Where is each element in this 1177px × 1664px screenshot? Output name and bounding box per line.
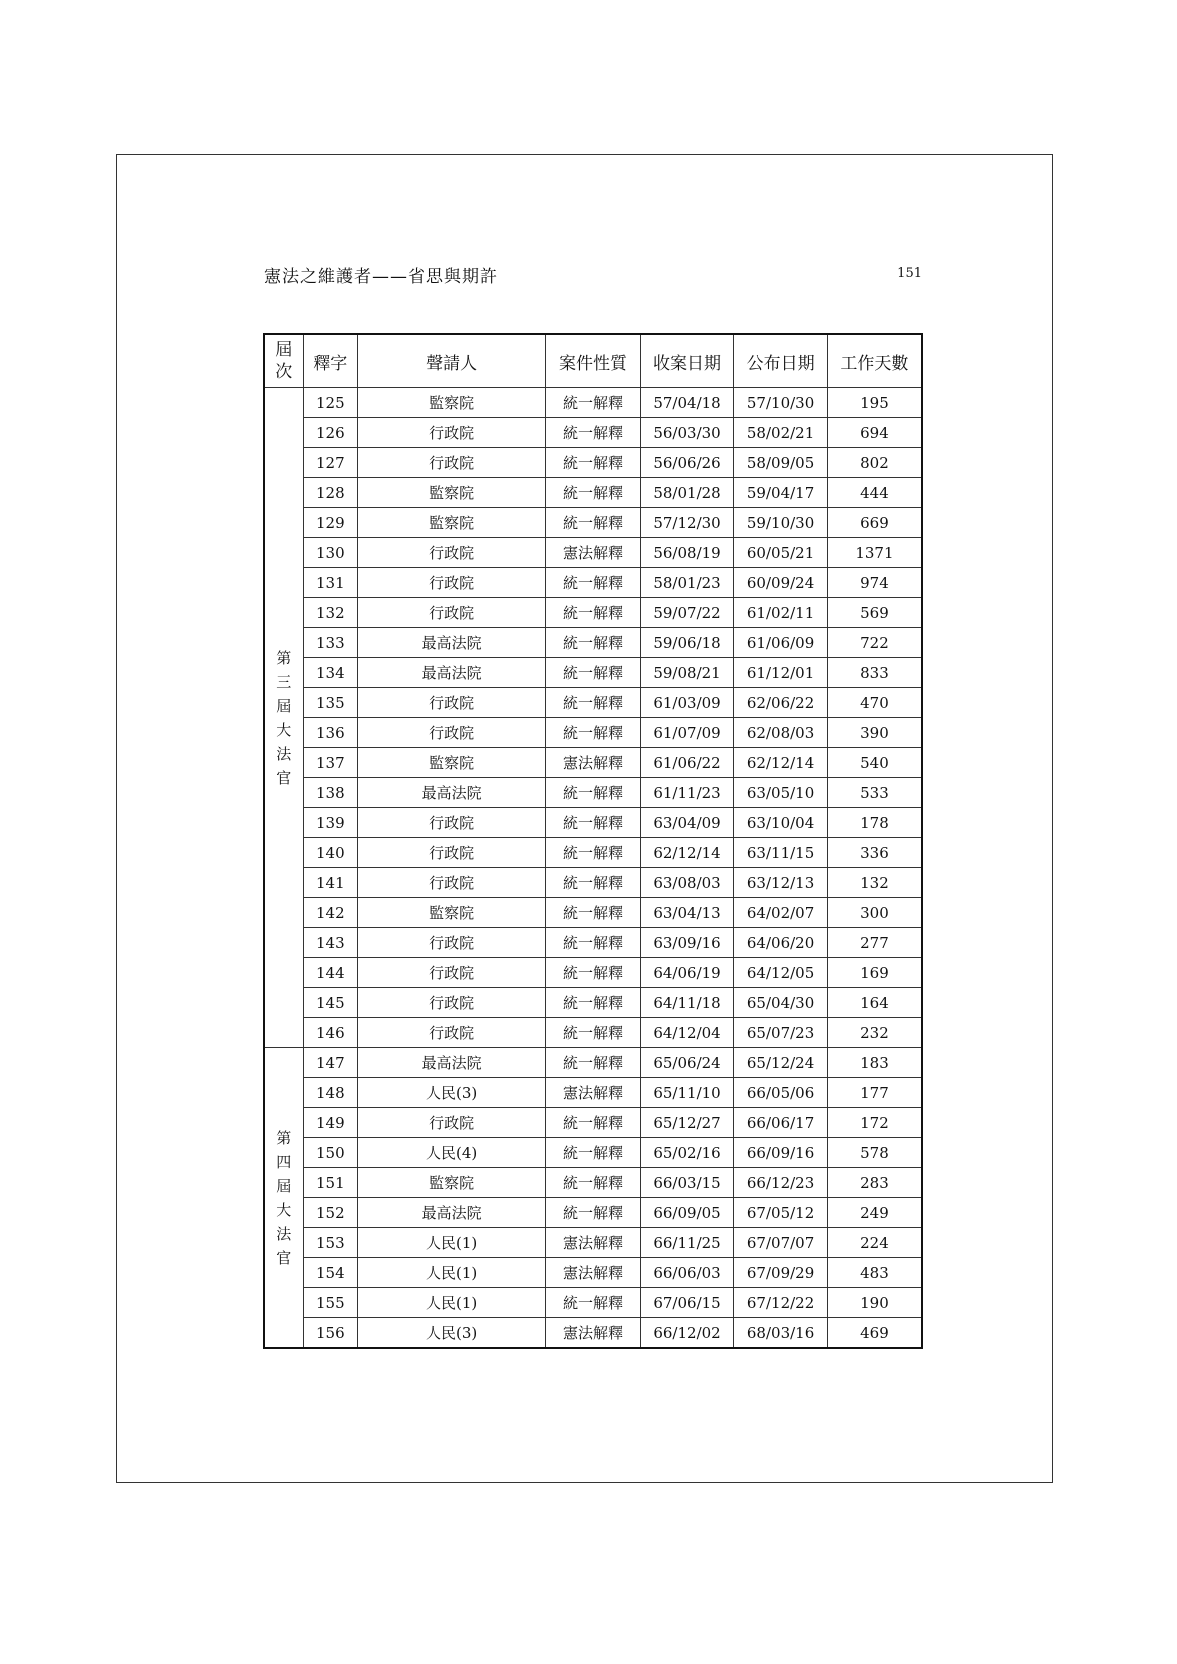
interpretation-number-cell: 150 bbox=[303, 1138, 357, 1168]
published-date-cell: 64/02/07 bbox=[734, 898, 828, 928]
published-date-cell: 58/02/21 bbox=[734, 418, 828, 448]
column-header-term: 屆次 bbox=[264, 334, 303, 388]
interpretation-number-cell: 151 bbox=[303, 1168, 357, 1198]
running-header bbox=[264, 262, 922, 288]
case-type-cell: 統一解釋 bbox=[546, 688, 641, 718]
working-days-cell: 974 bbox=[827, 568, 922, 598]
interpretation-number-cell: 149 bbox=[303, 1108, 357, 1138]
published-date-cell: 63/05/10 bbox=[734, 778, 828, 808]
published-date-cell: 65/04/30 bbox=[734, 988, 828, 1018]
table-row bbox=[264, 748, 922, 778]
received-date-cell: 57/04/18 bbox=[640, 388, 734, 418]
table-row bbox=[264, 868, 922, 898]
received-date-cell: 59/08/21 bbox=[640, 658, 734, 688]
received-date-cell: 64/11/18 bbox=[640, 988, 734, 1018]
interpretation-number-cell: 144 bbox=[303, 958, 357, 988]
working-days-cell: 336 bbox=[827, 838, 922, 868]
table-row bbox=[264, 1138, 922, 1168]
published-date-cell: 60/05/21 bbox=[734, 538, 828, 568]
interpretation-number-cell: 126 bbox=[303, 418, 357, 448]
case-type-cell: 統一解釋 bbox=[546, 718, 641, 748]
published-date-cell: 67/07/07 bbox=[734, 1228, 828, 1258]
case-type-cell: 統一解釋 bbox=[546, 1108, 641, 1138]
received-date-cell: 61/07/09 bbox=[640, 718, 734, 748]
working-days-cell: 169 bbox=[827, 958, 922, 988]
case-type-cell: 統一解釋 bbox=[546, 598, 641, 628]
table-row bbox=[264, 838, 922, 868]
interpretation-number-cell: 133 bbox=[303, 628, 357, 658]
term-label: 第四屆大法官 bbox=[264, 1048, 303, 1349]
applicant-cell: 行政院 bbox=[358, 1108, 546, 1138]
table-row bbox=[264, 538, 922, 568]
interpretation-number-cell: 146 bbox=[303, 1018, 357, 1048]
column-header-number: 釋字 bbox=[303, 334, 357, 388]
interpretation-number-cell: 139 bbox=[303, 808, 357, 838]
table-row bbox=[264, 448, 922, 478]
table-row bbox=[264, 1018, 922, 1048]
interpretation-number-cell: 140 bbox=[303, 838, 357, 868]
table-row bbox=[264, 508, 922, 538]
working-days-cell: 249 bbox=[827, 1198, 922, 1228]
table-row bbox=[264, 1288, 922, 1318]
case-type-cell: 統一解釋 bbox=[546, 1168, 641, 1198]
working-days-cell: 283 bbox=[827, 1168, 922, 1198]
applicant-cell: 人民(1) bbox=[358, 1288, 546, 1318]
interpretation-number-cell: 155 bbox=[303, 1288, 357, 1318]
term-label: 第三屆大法官 bbox=[264, 388, 303, 1048]
case-type-cell: 統一解釋 bbox=[546, 1288, 641, 1318]
applicant-cell: 行政院 bbox=[358, 1018, 546, 1048]
published-date-cell: 66/09/16 bbox=[734, 1138, 828, 1168]
applicant-cell: 人民(1) bbox=[358, 1228, 546, 1258]
table-row bbox=[264, 898, 922, 928]
case-type-cell: 統一解釋 bbox=[546, 568, 641, 598]
received-date-cell: 64/06/19 bbox=[640, 958, 734, 988]
working-days-cell: 172 bbox=[827, 1108, 922, 1138]
received-date-cell: 56/08/19 bbox=[640, 538, 734, 568]
published-date-cell: 61/12/01 bbox=[734, 658, 828, 688]
received-date-cell: 65/11/10 bbox=[640, 1078, 734, 1108]
working-days-cell: 183 bbox=[827, 1048, 922, 1078]
case-type-cell: 憲法解釋 bbox=[546, 1228, 641, 1258]
table-row bbox=[264, 958, 922, 988]
case-type-cell: 統一解釋 bbox=[546, 658, 641, 688]
case-type-cell: 統一解釋 bbox=[546, 988, 641, 1018]
applicant-cell: 行政院 bbox=[358, 448, 546, 478]
working-days-cell: 578 bbox=[827, 1138, 922, 1168]
applicant-cell: 最高法院 bbox=[358, 628, 546, 658]
applicant-cell: 行政院 bbox=[358, 808, 546, 838]
working-days-cell: 483 bbox=[827, 1258, 922, 1288]
working-days-cell: 132 bbox=[827, 868, 922, 898]
working-days-cell: 190 bbox=[827, 1288, 922, 1318]
case-type-cell: 統一解釋 bbox=[546, 958, 641, 988]
applicant-cell: 行政院 bbox=[358, 718, 546, 748]
table-row bbox=[264, 1168, 922, 1198]
published-date-cell: 68/03/16 bbox=[734, 1318, 828, 1349]
received-date-cell: 65/12/27 bbox=[640, 1108, 734, 1138]
applicant-cell: 行政院 bbox=[358, 838, 546, 868]
published-date-cell: 66/06/17 bbox=[734, 1108, 828, 1138]
table-row bbox=[264, 1198, 922, 1228]
working-days-cell: 802 bbox=[827, 448, 922, 478]
applicant-cell: 行政院 bbox=[358, 598, 546, 628]
received-date-cell: 57/12/30 bbox=[640, 508, 734, 538]
working-days-cell: 164 bbox=[827, 988, 922, 1018]
applicant-cell: 最高法院 bbox=[358, 1048, 546, 1078]
published-date-cell: 57/10/30 bbox=[734, 388, 828, 418]
case-type-cell: 統一解釋 bbox=[546, 478, 641, 508]
published-date-cell: 65/07/23 bbox=[734, 1018, 828, 1048]
applicant-cell: 行政院 bbox=[358, 418, 546, 448]
interpretation-number-cell: 127 bbox=[303, 448, 357, 478]
working-days-cell: 694 bbox=[827, 418, 922, 448]
working-days-cell: 300 bbox=[827, 898, 922, 928]
table-row bbox=[264, 1318, 922, 1349]
applicant-cell: 監察院 bbox=[358, 1168, 546, 1198]
received-date-cell: 65/02/16 bbox=[640, 1138, 734, 1168]
applicant-cell: 行政院 bbox=[358, 538, 546, 568]
working-days-cell: 533 bbox=[827, 778, 922, 808]
case-type-cell: 統一解釋 bbox=[546, 778, 641, 808]
table-row bbox=[264, 418, 922, 448]
interpretation-number-cell: 136 bbox=[303, 718, 357, 748]
published-date-cell: 64/06/20 bbox=[734, 928, 828, 958]
received-date-cell: 63/08/03 bbox=[640, 868, 734, 898]
interpretation-number-cell: 145 bbox=[303, 988, 357, 1018]
interpretation-number-cell: 129 bbox=[303, 508, 357, 538]
published-date-cell: 61/02/11 bbox=[734, 598, 828, 628]
working-days-cell: 470 bbox=[827, 688, 922, 718]
published-date-cell: 66/12/23 bbox=[734, 1168, 828, 1198]
working-days-cell: 669 bbox=[827, 508, 922, 538]
table-row bbox=[264, 928, 922, 958]
published-date-cell: 64/12/05 bbox=[734, 958, 828, 988]
applicant-cell: 最高法院 bbox=[358, 658, 546, 688]
working-days-cell: 195 bbox=[827, 388, 922, 418]
interpretation-number-cell: 137 bbox=[303, 748, 357, 778]
case-type-cell: 統一解釋 bbox=[546, 898, 641, 928]
case-type-cell: 統一解釋 bbox=[546, 1198, 641, 1228]
applicant-cell: 行政院 bbox=[358, 958, 546, 988]
received-date-cell: 67/06/15 bbox=[640, 1288, 734, 1318]
received-date-cell: 56/03/30 bbox=[640, 418, 734, 448]
published-date-cell: 67/09/29 bbox=[734, 1258, 828, 1288]
working-days-cell: 1371 bbox=[827, 538, 922, 568]
case-type-cell: 統一解釋 bbox=[546, 868, 641, 898]
published-date-cell: 65/12/24 bbox=[734, 1048, 828, 1078]
case-type-cell: 統一解釋 bbox=[546, 1138, 641, 1168]
working-days-cell: 569 bbox=[827, 598, 922, 628]
interpretation-number-cell: 135 bbox=[303, 688, 357, 718]
working-days-cell: 224 bbox=[827, 1228, 922, 1258]
case-type-cell: 統一解釋 bbox=[546, 388, 641, 418]
published-date-cell: 58/09/05 bbox=[734, 448, 828, 478]
column-header-working-days: 工作天數 bbox=[827, 334, 922, 388]
case-type-cell: 統一解釋 bbox=[546, 808, 641, 838]
case-type-cell: 憲法解釋 bbox=[546, 1078, 641, 1108]
applicant-cell: 行政院 bbox=[358, 988, 546, 1018]
working-days-cell: 390 bbox=[827, 718, 922, 748]
interpretation-number-cell: 128 bbox=[303, 478, 357, 508]
column-header-received-date: 收案日期 bbox=[640, 334, 734, 388]
applicant-cell: 人民(1) bbox=[358, 1258, 546, 1288]
table-header-row bbox=[264, 334, 922, 388]
table-row bbox=[264, 388, 922, 418]
table-row bbox=[264, 1048, 922, 1078]
received-date-cell: 61/03/09 bbox=[640, 688, 734, 718]
applicant-cell: 人民(4) bbox=[358, 1138, 546, 1168]
case-type-cell: 統一解釋 bbox=[546, 1018, 641, 1048]
case-type-cell: 憲法解釋 bbox=[546, 1258, 641, 1288]
table-row bbox=[264, 808, 922, 838]
received-date-cell: 59/06/18 bbox=[640, 628, 734, 658]
table-row bbox=[264, 1108, 922, 1138]
published-date-cell: 63/12/13 bbox=[734, 868, 828, 898]
case-type-cell: 憲法解釋 bbox=[546, 1318, 641, 1349]
received-date-cell: 63/09/16 bbox=[640, 928, 734, 958]
applicant-cell: 監察院 bbox=[358, 508, 546, 538]
case-type-cell: 憲法解釋 bbox=[546, 748, 641, 778]
case-type-cell: 統一解釋 bbox=[546, 1048, 641, 1078]
received-date-cell: 63/04/13 bbox=[640, 898, 734, 928]
received-date-cell: 66/12/02 bbox=[640, 1318, 734, 1349]
working-days-cell: 178 bbox=[827, 808, 922, 838]
interpretation-number-cell: 156 bbox=[303, 1318, 357, 1349]
applicant-cell: 行政院 bbox=[358, 868, 546, 898]
published-date-cell: 63/11/15 bbox=[734, 838, 828, 868]
table-row bbox=[264, 568, 922, 598]
table-row bbox=[264, 688, 922, 718]
table-row bbox=[264, 478, 922, 508]
published-date-cell: 62/08/03 bbox=[734, 718, 828, 748]
received-date-cell: 58/01/23 bbox=[640, 568, 734, 598]
applicant-cell: 最高法院 bbox=[358, 1198, 546, 1228]
case-type-cell: 統一解釋 bbox=[546, 628, 641, 658]
received-date-cell: 61/06/22 bbox=[640, 748, 734, 778]
published-date-cell: 67/12/22 bbox=[734, 1288, 828, 1318]
applicant-cell: 監察院 bbox=[358, 898, 546, 928]
received-date-cell: 59/07/22 bbox=[640, 598, 734, 628]
case-type-cell: 統一解釋 bbox=[546, 418, 641, 448]
published-date-cell: 59/04/17 bbox=[734, 478, 828, 508]
table-row bbox=[264, 1258, 922, 1288]
table-row bbox=[264, 988, 922, 1018]
book-title: 憲法之維護者——省思與期許 bbox=[264, 267, 498, 287]
applicant-cell: 行政院 bbox=[358, 928, 546, 958]
working-days-cell: 177 bbox=[827, 1078, 922, 1108]
received-date-cell: 58/01/28 bbox=[640, 478, 734, 508]
received-date-cell: 64/12/04 bbox=[640, 1018, 734, 1048]
received-date-cell: 66/06/03 bbox=[640, 1258, 734, 1288]
received-date-cell: 66/11/25 bbox=[640, 1228, 734, 1258]
applicant-cell: 監察院 bbox=[358, 748, 546, 778]
column-header-published-date: 公布日期 bbox=[734, 334, 828, 388]
case-type-cell: 統一解釋 bbox=[546, 508, 641, 538]
received-date-cell: 66/09/05 bbox=[640, 1198, 734, 1228]
published-date-cell: 61/06/09 bbox=[734, 628, 828, 658]
applicant-cell: 人民(3) bbox=[358, 1318, 546, 1349]
working-days-cell: 833 bbox=[827, 658, 922, 688]
working-days-cell: 232 bbox=[827, 1018, 922, 1048]
working-days-cell: 277 bbox=[827, 928, 922, 958]
received-date-cell: 66/03/15 bbox=[640, 1168, 734, 1198]
case-type-cell: 統一解釋 bbox=[546, 928, 641, 958]
interpretation-number-cell: 153 bbox=[303, 1228, 357, 1258]
interpretation-number-cell: 142 bbox=[303, 898, 357, 928]
case-type-cell: 憲法解釋 bbox=[546, 538, 641, 568]
interpretation-number-cell: 132 bbox=[303, 598, 357, 628]
published-date-cell: 60/09/24 bbox=[734, 568, 828, 598]
applicant-cell: 監察院 bbox=[358, 388, 546, 418]
table-body bbox=[264, 388, 922, 1349]
applicant-cell: 行政院 bbox=[358, 568, 546, 598]
table-row bbox=[264, 598, 922, 628]
table-row bbox=[264, 1228, 922, 1258]
published-date-cell: 62/06/22 bbox=[734, 688, 828, 718]
received-date-cell: 56/06/26 bbox=[640, 448, 734, 478]
table-row bbox=[264, 628, 922, 658]
interpretation-number-cell: 148 bbox=[303, 1078, 357, 1108]
interpretation-number-cell: 143 bbox=[303, 928, 357, 958]
interpretation-number-cell: 147 bbox=[303, 1048, 357, 1078]
applicant-cell: 行政院 bbox=[358, 688, 546, 718]
published-date-cell: 62/12/14 bbox=[734, 748, 828, 778]
received-date-cell: 65/06/24 bbox=[640, 1048, 734, 1078]
applicant-cell: 監察院 bbox=[358, 478, 546, 508]
published-date-cell: 59/10/30 bbox=[734, 508, 828, 538]
interpretation-number-cell: 125 bbox=[303, 388, 357, 418]
interpretation-number-cell: 141 bbox=[303, 868, 357, 898]
interpretation-number-cell: 154 bbox=[303, 1258, 357, 1288]
working-days-cell: 469 bbox=[827, 1318, 922, 1349]
table-row bbox=[264, 778, 922, 808]
table-row bbox=[264, 658, 922, 688]
interpretation-number-cell: 134 bbox=[303, 658, 357, 688]
received-date-cell: 63/04/09 bbox=[640, 808, 734, 838]
table-row bbox=[264, 718, 922, 748]
published-date-cell: 67/05/12 bbox=[734, 1198, 828, 1228]
table-row bbox=[264, 1078, 922, 1108]
working-days-cell: 444 bbox=[827, 478, 922, 508]
received-date-cell: 62/12/14 bbox=[640, 838, 734, 868]
case-type-cell: 統一解釋 bbox=[546, 448, 641, 478]
page-number: 151 bbox=[897, 266, 922, 281]
published-date-cell: 63/10/04 bbox=[734, 808, 828, 838]
published-date-cell: 66/05/06 bbox=[734, 1078, 828, 1108]
case-type-cell: 統一解釋 bbox=[546, 838, 641, 868]
interpretation-number-cell: 130 bbox=[303, 538, 357, 568]
applicant-cell: 最高法院 bbox=[358, 778, 546, 808]
interpretation-number-cell: 152 bbox=[303, 1198, 357, 1228]
interpretation-table bbox=[263, 333, 923, 1349]
column-header-applicant: 聲請人 bbox=[358, 334, 546, 388]
working-days-cell: 722 bbox=[827, 628, 922, 658]
interpretation-number-cell: 131 bbox=[303, 568, 357, 598]
received-date-cell: 61/11/23 bbox=[640, 778, 734, 808]
interpretation-number-cell: 138 bbox=[303, 778, 357, 808]
column-header-case-type: 案件性質 bbox=[546, 334, 641, 388]
applicant-cell: 人民(3) bbox=[358, 1078, 546, 1108]
working-days-cell: 540 bbox=[827, 748, 922, 778]
